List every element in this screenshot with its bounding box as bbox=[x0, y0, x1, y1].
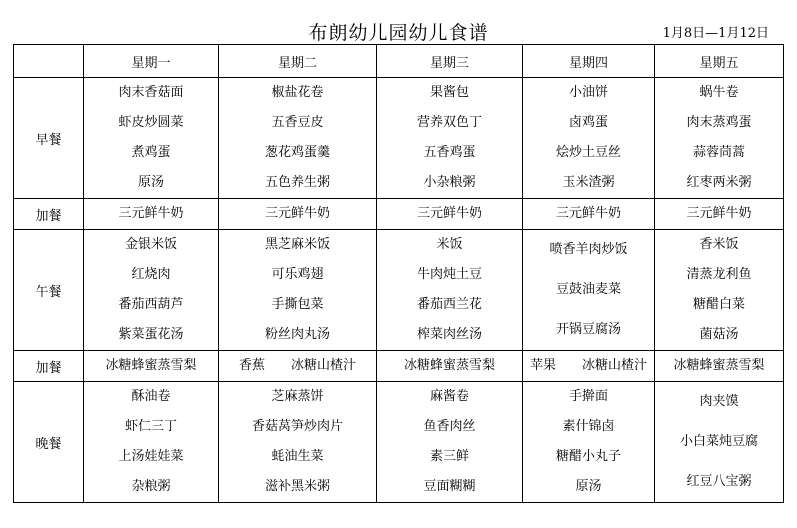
meal-row bbox=[14, 199, 784, 230]
day-header: 星期五 bbox=[655, 45, 784, 78]
dish-item: 虾仁三丁 bbox=[124, 419, 177, 434]
dish-item: 蒜蓉茼蒿 bbox=[692, 145, 745, 160]
dish-item: 红烧肉 bbox=[131, 267, 171, 282]
dish-item: 五香豆皮 bbox=[271, 115, 324, 130]
meal-row bbox=[14, 230, 784, 351]
dish-list bbox=[655, 199, 783, 229]
dish-item: 糖醋小丸子 bbox=[555, 449, 621, 464]
dish-item: 素什锦卤 bbox=[562, 419, 615, 434]
dish-list bbox=[523, 78, 654, 198]
dish-item: 番茄西葫芦 bbox=[118, 297, 184, 312]
dish-item: 虾皮炒圆菜 bbox=[118, 115, 184, 130]
dish-item: 三元鲜牛奶 bbox=[118, 206, 184, 221]
menu-cell bbox=[84, 382, 219, 503]
dish-item: 牛肉炖土豆 bbox=[416, 267, 482, 282]
dish-item: 果酱包 bbox=[429, 85, 469, 100]
meal-row bbox=[14, 351, 784, 382]
meal-label: 加餐 bbox=[14, 199, 84, 230]
dish-list bbox=[655, 351, 783, 381]
dish-item: 芝麻蒸饼 bbox=[271, 389, 324, 404]
dish-item: 番茄西兰花 bbox=[416, 297, 482, 312]
menu-cell bbox=[219, 199, 377, 230]
menu-cell bbox=[219, 230, 377, 351]
dish-item: 豆鼓油麦菜 bbox=[555, 282, 621, 297]
dish-item: 上汤娃娃菜 bbox=[118, 449, 184, 464]
dish-item: 香米饭 bbox=[699, 237, 739, 252]
meal-label: 早餐 bbox=[14, 78, 84, 199]
menu-cell bbox=[377, 199, 523, 230]
dish-item: 杂粮粥 bbox=[131, 479, 171, 494]
dish-list bbox=[377, 382, 522, 502]
dish-list bbox=[523, 199, 654, 229]
dish-item: 红豆八宝粥 bbox=[686, 474, 752, 489]
dish-list bbox=[377, 78, 522, 198]
dish-item: 手撕包菜 bbox=[271, 297, 324, 312]
menu-cell bbox=[655, 351, 784, 382]
dish-item: 玉米渣粥 bbox=[562, 175, 615, 190]
dish-item: 卤鸡蛋 bbox=[568, 115, 608, 130]
dish-item: 原汤 bbox=[575, 479, 602, 494]
menu-cell bbox=[523, 230, 655, 351]
dish-item: 黑芝麻米饭 bbox=[264, 237, 330, 252]
date-range: 1月8日—1月12日 bbox=[662, 26, 769, 41]
dish-item: 肉末蒸鸡蛋 bbox=[686, 115, 752, 130]
dish-list bbox=[219, 199, 376, 229]
menu-cell bbox=[523, 78, 655, 199]
dish-item: 米饭 bbox=[436, 237, 463, 252]
dish-item: 椒盐花卷 bbox=[271, 85, 324, 100]
dish-list bbox=[523, 351, 654, 381]
dish-item: 营养双色丁 bbox=[416, 115, 482, 130]
menu-cell bbox=[219, 351, 377, 382]
dish-item: 金银米饭 bbox=[124, 237, 177, 252]
dish-item: 麻酱卷 bbox=[429, 389, 469, 404]
dish-list bbox=[84, 230, 218, 350]
header-row bbox=[14, 45, 784, 78]
menu-cell bbox=[219, 382, 377, 503]
menu-cell bbox=[84, 230, 219, 351]
dish-list bbox=[655, 382, 783, 502]
dish-item: 肉末香菇面 bbox=[118, 85, 184, 100]
dish-item: 糖醋白菜 bbox=[692, 297, 745, 312]
dish-list bbox=[377, 199, 522, 229]
dish-item: 煮鸡蛋 bbox=[131, 145, 171, 160]
dish-item: 开锅豆腐汤 bbox=[555, 322, 621, 337]
menu-table bbox=[13, 44, 784, 503]
dish-item: 榨菜肉丝汤 bbox=[416, 327, 482, 342]
menu-cell bbox=[523, 199, 655, 230]
menu-cell bbox=[655, 78, 784, 199]
dish-list bbox=[84, 78, 218, 198]
meal-row bbox=[14, 78, 784, 199]
dish-item: 冰糖蜂蜜蒸雪梨 bbox=[105, 358, 197, 373]
dish-list bbox=[219, 78, 376, 198]
dish-item: 喷香羊肉炒饭 bbox=[549, 242, 628, 257]
menu-table-body bbox=[14, 45, 784, 503]
menu-cell bbox=[523, 382, 655, 503]
day-header: 星期一 bbox=[84, 45, 219, 78]
dish-item: 肉夹馍 bbox=[699, 394, 739, 409]
dish-item: 香蕉 冰糖山楂汁 bbox=[238, 358, 356, 373]
menu-cell bbox=[84, 351, 219, 382]
dish-list bbox=[523, 382, 654, 502]
dish-item: 素三鲜 bbox=[429, 449, 469, 464]
dish-list bbox=[219, 230, 376, 350]
menu-cell bbox=[377, 351, 523, 382]
meal-label: 加餐 bbox=[14, 351, 84, 382]
dish-list bbox=[523, 230, 654, 350]
dish-item: 五色养生粥 bbox=[264, 175, 330, 190]
dish-list bbox=[377, 351, 522, 381]
dish-list bbox=[84, 351, 218, 381]
dish-item: 三元鲜牛奶 bbox=[555, 206, 621, 221]
menu-cell bbox=[377, 230, 523, 351]
dish-item: 小杂粮粥 bbox=[423, 175, 476, 190]
dish-item: 五香鸡蛋 bbox=[423, 145, 476, 160]
dish-item: 葱花鸡蛋羹 bbox=[264, 145, 330, 160]
dish-item: 烩炒土豆丝 bbox=[555, 145, 621, 160]
menu-cell bbox=[219, 78, 377, 199]
dish-item: 蜗牛卷 bbox=[699, 85, 739, 100]
menu-cell bbox=[655, 230, 784, 351]
dish-list bbox=[219, 382, 376, 502]
meal-label: 晚餐 bbox=[14, 382, 84, 503]
dish-list bbox=[655, 230, 783, 350]
dish-item: 冰糖蜂蜜蒸雪梨 bbox=[403, 358, 495, 373]
dish-item: 苹果 冰糖山楂汁 bbox=[529, 358, 647, 373]
dish-item: 三元鲜牛奶 bbox=[416, 206, 482, 221]
dish-item: 蚝油生菜 bbox=[271, 449, 324, 464]
menu-cell bbox=[377, 382, 523, 503]
dish-list bbox=[84, 199, 218, 229]
dish-item: 豆面糊糊 bbox=[423, 479, 476, 494]
meal-row bbox=[14, 382, 784, 503]
day-header: 星期二 bbox=[219, 45, 377, 78]
dish-item: 红枣两米粥 bbox=[686, 175, 752, 190]
day-header: 星期四 bbox=[523, 45, 655, 78]
dish-item: 鱼香肉丝 bbox=[423, 419, 476, 434]
dish-list bbox=[219, 351, 376, 381]
dish-item: 原汤 bbox=[137, 175, 164, 190]
dish-item: 小油饼 bbox=[568, 85, 608, 100]
meal-label: 午餐 bbox=[14, 230, 84, 351]
dish-item: 手擀面 bbox=[568, 389, 608, 404]
dish-item: 酥油卷 bbox=[131, 389, 171, 404]
dish-list bbox=[377, 230, 522, 350]
page-title: 布朗幼儿园幼儿食谱 bbox=[308, 22, 489, 44]
corner-cell bbox=[14, 45, 84, 78]
dish-item: 可乐鸡翅 bbox=[271, 267, 324, 282]
menu-cell bbox=[84, 199, 219, 230]
dish-item: 粉丝肉丸汤 bbox=[264, 327, 330, 342]
dish-item: 三元鲜牛奶 bbox=[264, 206, 330, 221]
dish-item: 紫菜蛋花汤 bbox=[118, 327, 184, 342]
menu-cell bbox=[523, 351, 655, 382]
day-header: 星期三 bbox=[377, 45, 523, 78]
menu-cell bbox=[655, 382, 784, 503]
dish-item: 滋补黑米粥 bbox=[264, 479, 330, 494]
menu-cell bbox=[377, 78, 523, 199]
menu-cell bbox=[84, 78, 219, 199]
dish-item: 三元鲜牛奶 bbox=[686, 206, 752, 221]
dish-list bbox=[84, 382, 218, 502]
dish-item: 菌菇汤 bbox=[699, 327, 739, 342]
menu-cell bbox=[655, 199, 784, 230]
dish-item: 清蒸龙利鱼 bbox=[686, 267, 752, 282]
dish-item: 小白菜炖豆腐 bbox=[679, 434, 758, 449]
dish-item: 冰糖蜂蜜蒸雪梨 bbox=[673, 358, 765, 373]
dish-list bbox=[655, 78, 783, 198]
dish-item: 香菇莴笋炒肉片 bbox=[251, 419, 343, 434]
